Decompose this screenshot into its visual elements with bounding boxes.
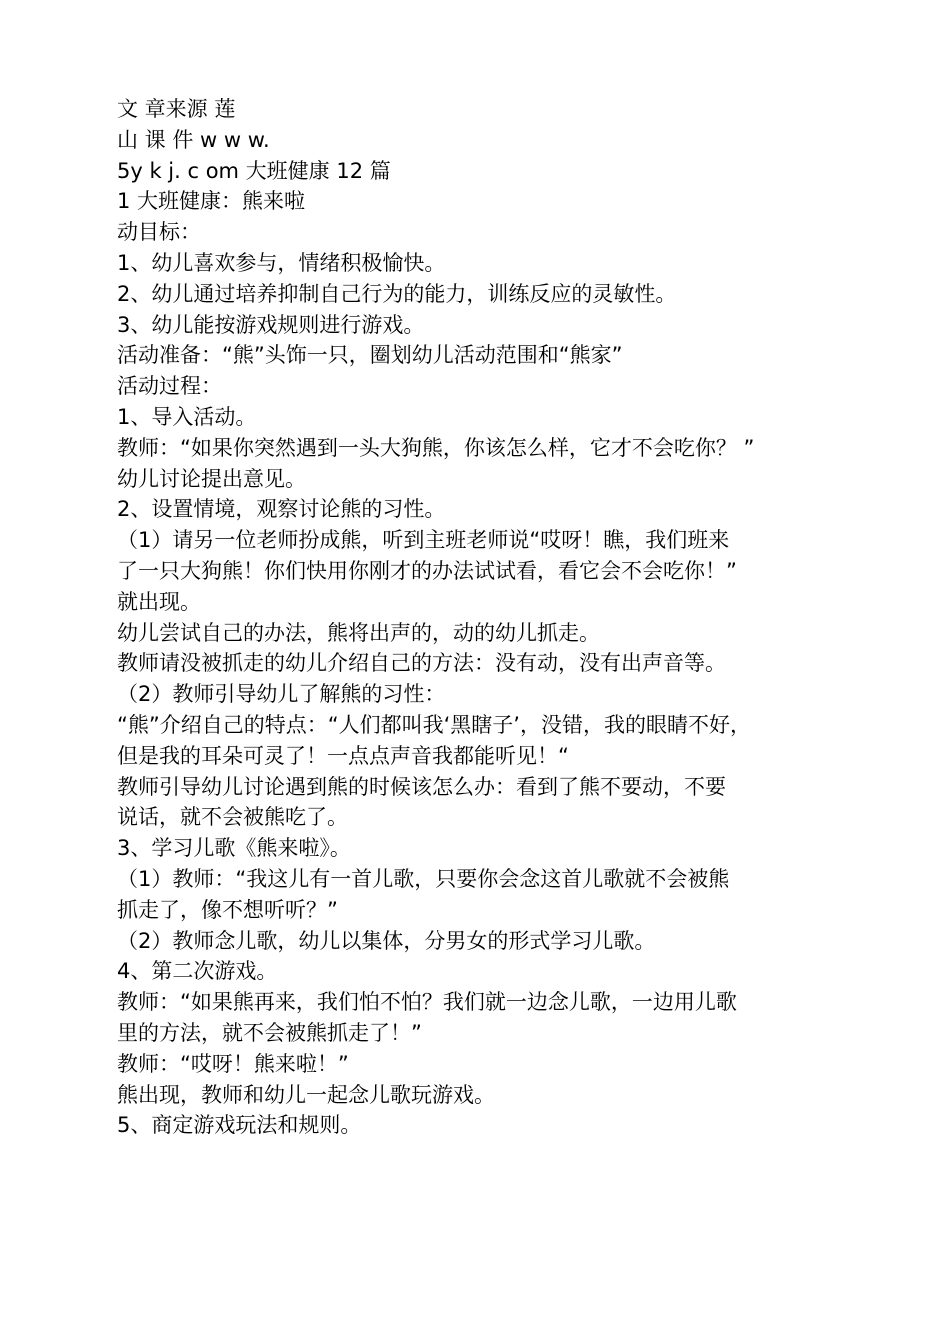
- paragraph-line: 熊出现，教师和幼儿一起念儿歌玩游戏。: [117, 1082, 495, 1107]
- paragraph-line: 了一只大狗熊！你们快用你刚才的办法试试看，看它会不会吃你！”: [117, 558, 737, 583]
- step-1-heading: 1、导入活动。: [117, 404, 257, 429]
- step-5-heading: 5、商定游戏玩法和规则。: [117, 1113, 362, 1138]
- goal-item-2: 2、幼儿通过培养抑制自己行为的能力，训练反应的灵敏性。: [117, 281, 677, 306]
- goal-heading: 动目标：: [117, 220, 201, 245]
- paragraph-line: （2）教师念儿歌，幼儿以集体，分男女的形式学习儿歌。: [117, 928, 656, 953]
- paragraph-line: 教师：“哎呀！熊来啦！”: [117, 1051, 349, 1076]
- paragraph-line: 幼儿讨论提出意见。: [117, 466, 306, 491]
- step-2-heading: 2、设置情境，观察讨论熊的习性。: [117, 497, 446, 522]
- goal-item-3: 3、幼儿能按游戏规则进行游戏。: [117, 312, 425, 337]
- paragraph-line: “熊”介绍自己的特点：“人们都叫我‘黑瞎子’，没错，我的眼睛不好，: [117, 712, 751, 737]
- paragraph-line: 教师请没被抓走的幼儿介绍自己的方法：没有动，没有出声音等。: [117, 651, 726, 676]
- step-3-heading: 3、学习儿歌《熊来啦》。: [117, 836, 351, 861]
- document-title: 5y k j. c om 大班健康 12 篇: [117, 158, 391, 183]
- section-title: 1 大班健康：熊来啦: [117, 189, 306, 214]
- paragraph-line: 教师：“如果你突然遇到一头大狗熊，你该怎么样，它才不会吃你？ ”: [117, 435, 755, 460]
- paragraph-line: （1）请另一位老师扮成熊，听到主班老师说“哎呀！瞧，我们班来: [117, 528, 730, 553]
- paragraph-line: 里的方法，就不会被熊抓走了！”: [117, 1020, 422, 1045]
- paragraph-line: 但是我的耳朵可灵了！一点点声音我都能听见！“: [117, 743, 569, 768]
- paragraph-line: （1）教师：“我这儿有一首儿歌，只要你会念这首儿歌就不会被熊: [117, 866, 730, 891]
- paragraph-line: 就出现。: [117, 589, 201, 614]
- source-line-1: 文 章来源 莲: [117, 97, 236, 121]
- preparation-line: 活动准备：“熊”头饰一只，圈划幼儿活动范围和“熊家”: [117, 343, 623, 368]
- source-line-2: 山 课 件 w w w.: [117, 127, 270, 152]
- step-4-heading: 4、第二次游戏。: [117, 959, 278, 984]
- paragraph-line: 说话，就不会被熊吃了。: [117, 805, 348, 830]
- goal-item-1: 1、幼儿喜欢参与，情绪积极愉快。: [117, 250, 446, 275]
- paragraph-line: 教师引导幼儿讨论遇到熊的时候该怎么办：看到了熊不要动，不要: [117, 774, 726, 799]
- paragraph-line: （2）教师引导幼儿了解熊的习性：: [117, 682, 446, 707]
- paragraph-line: 幼儿尝试自己的办法，熊将出声的，动的幼儿抓走。: [117, 620, 600, 645]
- document-page: [117, 94, 857, 1141]
- paragraph-line: 教师：“如果熊再来，我们怕不怕？我们就一边念儿歌，一边用儿歌: [117, 990, 737, 1015]
- process-heading: 活动过程：: [117, 374, 222, 399]
- paragraph-line: 抓走了，像不想听听？”: [117, 897, 338, 922]
